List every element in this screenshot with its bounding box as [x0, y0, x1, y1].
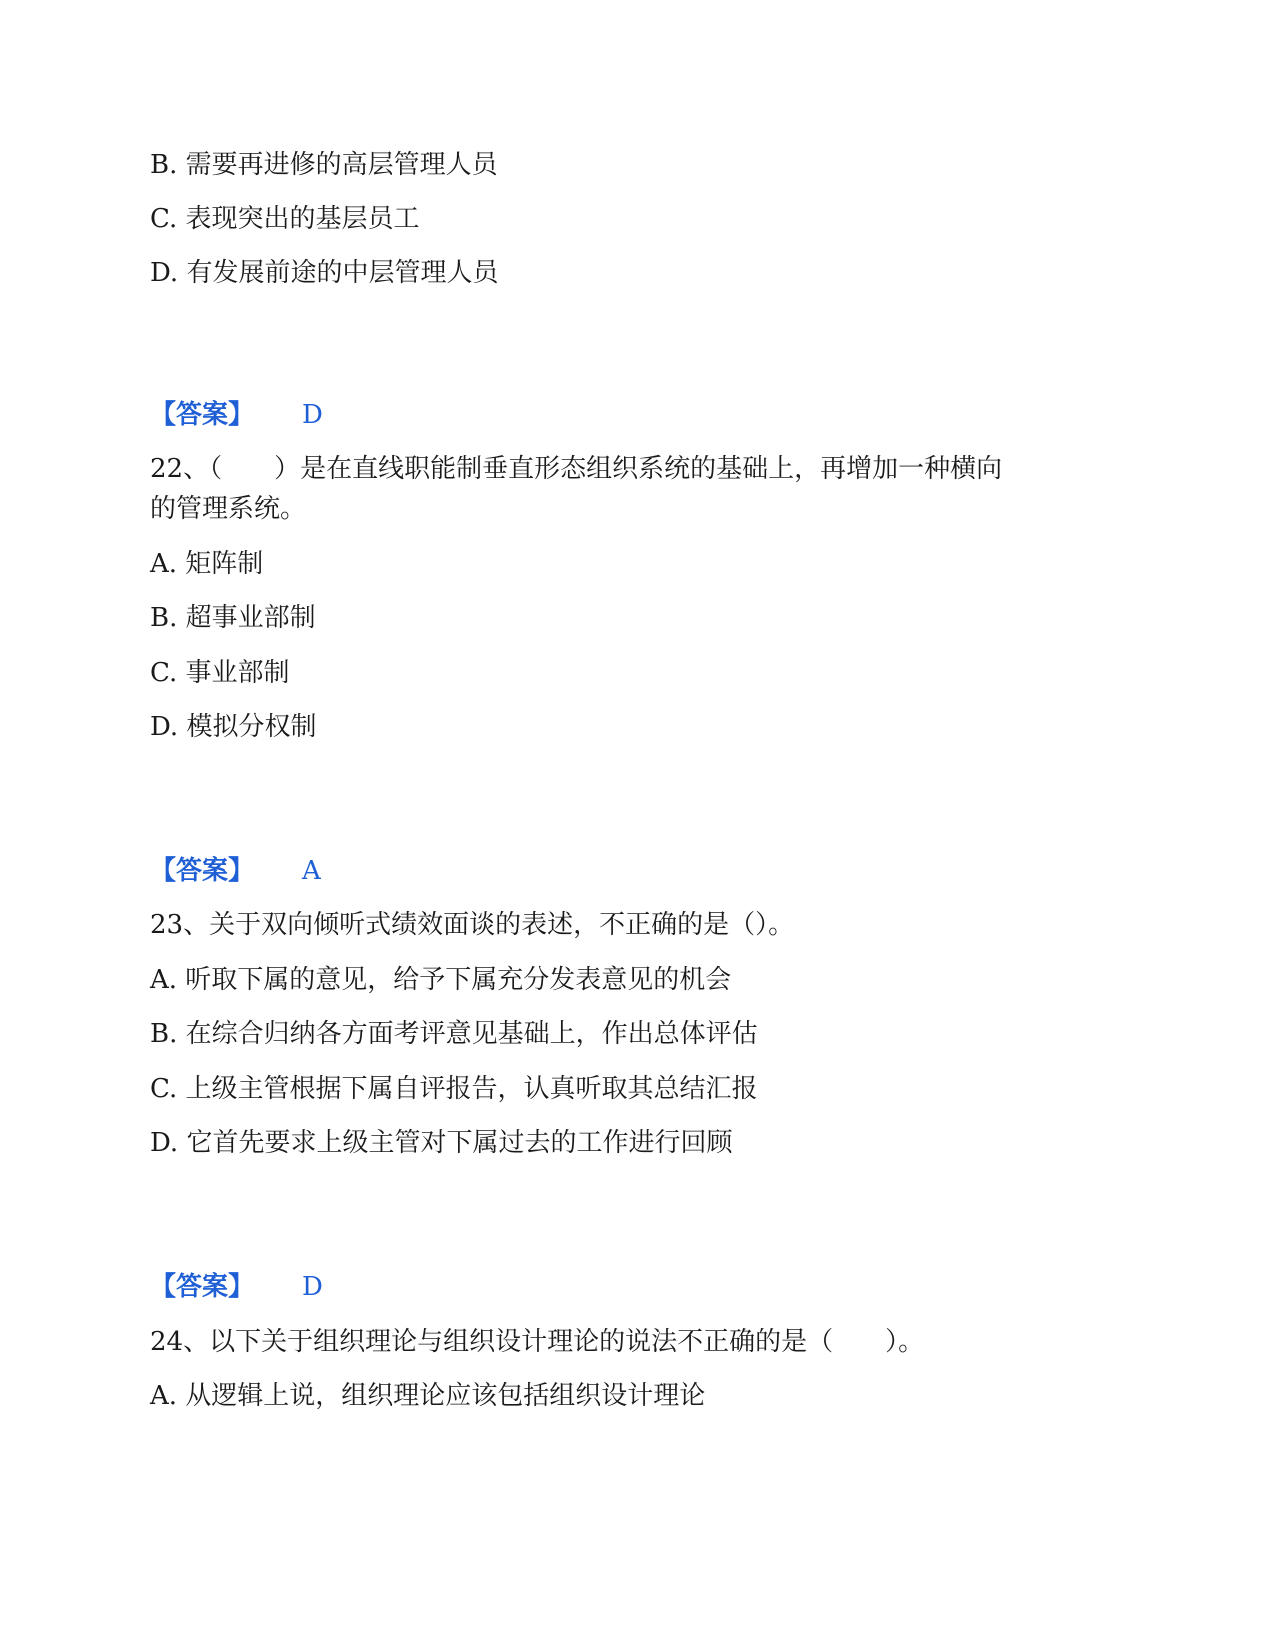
q21-option-b: B. 需要再进修的高层管理人员: [150, 150, 498, 180]
answer-value: D: [302, 1272, 323, 1302]
q23-option-b: B. 在综合归纳各方面考评意见基础上，作出总体评估: [150, 1019, 758, 1049]
q23-option-d: D. 它首先要求上级主管对下属过去的工作进行回顾: [150, 1128, 733, 1158]
q24-stem: 24、以下关于组织理论与组织设计理论的说法不正确的是（ ）。: [150, 1327, 925, 1357]
q21-option-c: C. 表现突出的基层员工: [150, 204, 420, 234]
q21-option-d: D. 有发展前途的中层管理人员: [150, 258, 499, 288]
q23-stem: 23、关于双向倾听式绩效面谈的表述，不正确的是（）。: [150, 910, 795, 940]
q22-option-b: B. 超事业部制: [150, 603, 316, 633]
q24-option-a: A. 从逻辑上说，组织理论应该包括组织设计理论: [150, 1381, 706, 1411]
q22-stem-line2: 的管理系统。: [150, 494, 307, 524]
answer-tag: 【答案】: [150, 400, 255, 430]
answer-value: A: [302, 856, 321, 886]
q23-answer: [150, 1266, 323, 1308]
q22-stem-line1: 22、（ ）是在直线职能制垂直形态组织系统的基础上，再增加一种横向: [150, 454, 1003, 484]
q22-option-c: C. 事业部制: [150, 658, 290, 688]
answer-value: D: [302, 400, 323, 430]
q23-option-c: C. 上级主管根据下属自评报告，认真听取其总结汇报: [150, 1074, 758, 1104]
answer-tag: 【答案】: [150, 1272, 255, 1302]
q22-option-a: A. 矩阵制: [150, 549, 264, 579]
q21-answer: [150, 394, 323, 436]
q23-option-a: A. 听取下属的意见，给予下属充分发表意见的机会: [150, 965, 732, 995]
answer-tag: 【答案】: [150, 856, 255, 886]
q22-answer: [150, 850, 321, 892]
q22-option-d: D. 模拟分权制: [150, 712, 317, 742]
